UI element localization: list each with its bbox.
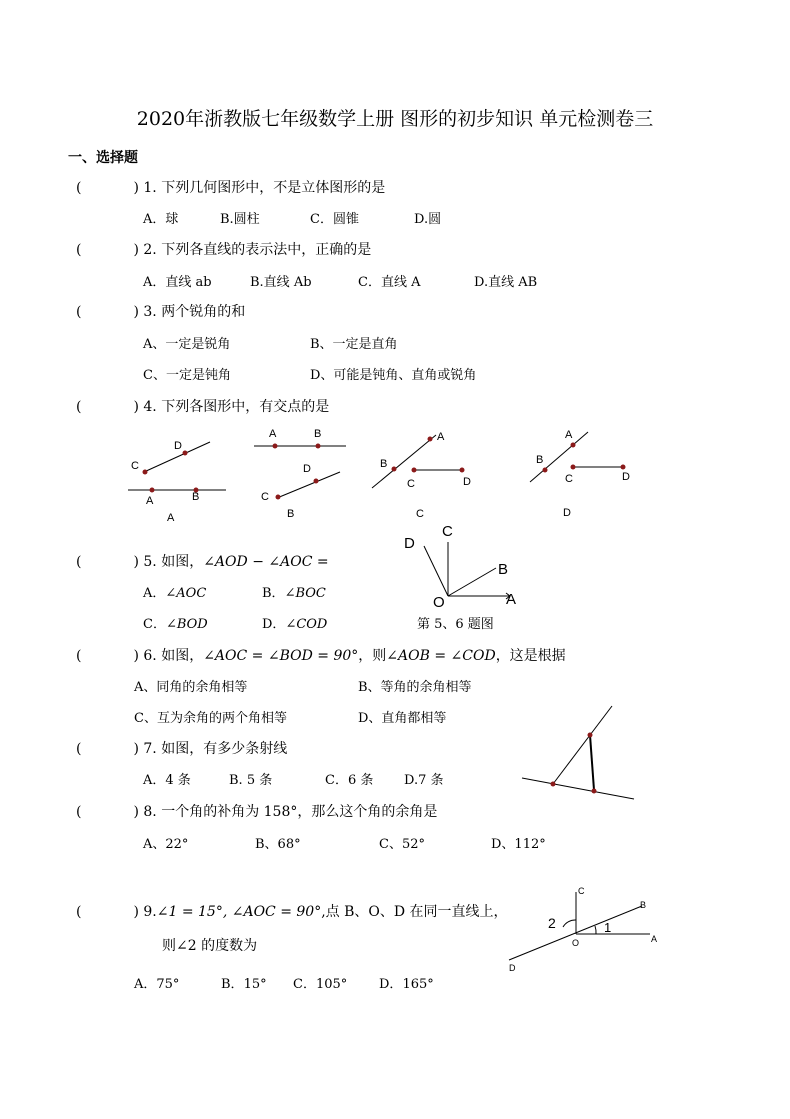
point xyxy=(551,782,556,787)
question-stem: 6. 如图， xyxy=(143,648,204,664)
section-heading: 一、选择题 xyxy=(68,150,138,166)
q4-figure-b xyxy=(254,428,346,520)
question-9: ( ) 9.∠1 = 15°, ∠AOC = 90°,点 B、O、D 在同一直线上， xyxy=(76,904,508,920)
q2-option-c: C．直线 A xyxy=(358,275,421,290)
question-stem: 4. 下列各图形中，有交点的是 xyxy=(143,399,330,415)
q1-option-c: C．圆锥 xyxy=(310,212,359,227)
q9-option-d: D．165° xyxy=(379,977,434,992)
q5-6-figure-caption: 第 5、6 题图 xyxy=(417,617,494,632)
q2-option-b: B.直线 Ab xyxy=(250,275,312,290)
question-4 xyxy=(76,396,329,416)
label-a: A xyxy=(651,934,658,944)
q7-option-a: A．4 条 xyxy=(143,773,191,788)
question-stem: 1. 下列几何图形中，不是立体图形的是 xyxy=(143,180,386,196)
answer-paren-close: ) xyxy=(133,399,139,415)
q4-figure-c xyxy=(372,431,471,520)
q3-option-b: B、一定是直角 xyxy=(310,337,398,352)
answer-paren-open: ( xyxy=(76,741,82,757)
point xyxy=(412,468,417,473)
q3-option-d: D、可能是钝角、直角或锐角 xyxy=(310,368,477,383)
q5-option-c: C．∠BOD xyxy=(143,617,208,632)
question-2 xyxy=(76,239,371,259)
q8-option-c: C、52° xyxy=(379,837,425,852)
answer-paren-open: ( xyxy=(76,399,82,415)
label-d: D xyxy=(303,463,311,475)
answer-paren-open: ( xyxy=(76,648,82,664)
angle-1-arc xyxy=(595,926,596,934)
label-d: D xyxy=(174,440,182,452)
point xyxy=(621,465,626,470)
label-o: O xyxy=(433,594,445,611)
label-a: A xyxy=(146,495,154,507)
answer-paren-close: ) xyxy=(133,304,139,320)
label-o: O xyxy=(572,938,580,948)
label-b: B xyxy=(314,428,322,440)
q7-option-d: D.7 条 xyxy=(404,773,444,788)
point xyxy=(392,467,397,472)
segment-inner xyxy=(590,735,594,790)
question-1 xyxy=(76,177,385,197)
q7-figure xyxy=(518,702,638,802)
answer-paren-open: ( xyxy=(76,242,82,258)
label-a: A xyxy=(506,591,517,608)
q9-figure xyxy=(502,884,670,976)
label-c: C xyxy=(578,886,585,896)
q8-option-a: A、22° xyxy=(143,837,189,852)
question-9-line-2: 则∠2 的度数为 xyxy=(162,938,258,954)
q7-option-b: B. 5 条 xyxy=(229,773,273,788)
label-a: A xyxy=(437,431,445,443)
figure-caption: C xyxy=(416,508,424,520)
point xyxy=(314,479,319,484)
q9-option-c: C．105° xyxy=(293,977,348,992)
question-7 xyxy=(76,738,287,758)
q6-option-b: B、等角的余角相等 xyxy=(358,680,472,695)
line-cd xyxy=(277,472,340,498)
point xyxy=(273,444,278,449)
q7-option-c: C．6 条 xyxy=(325,773,374,788)
question-8 xyxy=(76,801,437,821)
label-angle-2: 2 xyxy=(548,915,556,931)
q9-option-b: B．15° xyxy=(221,977,267,992)
point xyxy=(460,468,465,473)
label-c: C xyxy=(407,478,415,490)
label-c: C xyxy=(261,491,269,503)
label-a: A xyxy=(269,428,277,440)
answer-paren-close: ) xyxy=(133,242,139,258)
answer-paren-close: ) xyxy=(133,180,139,196)
figure-caption: D xyxy=(563,507,571,519)
point xyxy=(276,495,281,500)
q2-option-d: D.直线 AB xyxy=(474,275,538,290)
question-stem: 8. 一个角的补角为 158°，那么这个角的余角是 xyxy=(143,804,438,820)
label-c: C xyxy=(565,473,573,485)
question-3 xyxy=(76,301,245,321)
answer-paren-close: ) xyxy=(133,904,139,920)
page-title: 2020年浙教版七年级数学上册 图形的初步知识 单元检测卷三 xyxy=(136,108,654,130)
ray-ob xyxy=(448,568,496,596)
q2-option-a: A．直线 ab xyxy=(143,275,212,290)
q6-option-d: D、直角都相等 xyxy=(358,711,447,726)
q1-option-b: B.圆柱 xyxy=(220,212,260,227)
point xyxy=(143,470,148,475)
label-b: B xyxy=(380,458,388,470)
point xyxy=(592,789,597,794)
label-c: C xyxy=(442,523,453,540)
ray-up xyxy=(553,706,612,784)
angle-2-arc xyxy=(563,920,576,927)
answer-paren-open: ( xyxy=(76,904,82,920)
label-a: A xyxy=(565,429,573,441)
answer-paren-close: ) xyxy=(133,554,139,570)
q4-figure-d xyxy=(530,429,630,519)
question-6: ( ) 6. 如图，∠AOC = ∠BOD = 90°，则∠AOB = ∠COD，这是根据 xyxy=(76,648,566,664)
question-stem: 7. 如图，有多少条射线 xyxy=(143,741,288,757)
point xyxy=(571,443,576,448)
q9-option-a: A．75° xyxy=(134,977,180,992)
question-stem: 5. 如图， xyxy=(143,554,204,570)
q6-option-c: C、互为余角的两个角相等 xyxy=(134,711,287,726)
label-d: D xyxy=(404,535,415,552)
q1-option-a: A．球 xyxy=(143,212,179,227)
answer-paren-close: ) xyxy=(133,804,139,820)
q5-option-b: B．∠BOC xyxy=(262,586,326,601)
q5-option-d: D．∠COD xyxy=(262,617,328,632)
question-stem: 9. xyxy=(143,904,157,920)
point xyxy=(588,733,593,738)
label-d: D xyxy=(622,471,630,483)
label-b: B xyxy=(192,491,200,503)
point xyxy=(428,437,433,442)
label-c: C xyxy=(131,460,139,472)
question-math: ∠AOD − ∠AOC = xyxy=(203,554,329,570)
label-angle-1: 1 xyxy=(604,920,612,935)
q4-figure-a xyxy=(128,440,226,524)
q8-option-d: D、112° xyxy=(491,837,546,852)
question-5 xyxy=(76,551,329,571)
point xyxy=(150,488,155,493)
point xyxy=(316,444,321,449)
figure-caption: B xyxy=(287,508,295,520)
figure-caption: A xyxy=(167,512,175,524)
q6-option-a: A、同角的余角相等 xyxy=(134,680,248,695)
q3-option-a: A、一定是锐角 xyxy=(143,337,231,352)
label-d: D xyxy=(463,476,471,488)
q5-6-figure xyxy=(398,520,528,612)
q3-option-c: C、一定是钝角 xyxy=(143,368,231,383)
label-b: B xyxy=(640,900,647,910)
label-d: D xyxy=(509,963,516,973)
base-line xyxy=(522,778,634,799)
q4-figures xyxy=(118,418,658,528)
answer-paren-open: ( xyxy=(76,180,82,196)
point xyxy=(543,468,548,473)
question-stem: 3. 两个锐角的和 xyxy=(143,304,246,320)
answer-paren-close: ) xyxy=(133,741,139,757)
point xyxy=(571,465,576,470)
answer-paren-open: ( xyxy=(76,554,82,570)
q1-option-d: D.圆 xyxy=(414,212,442,227)
answer-paren-open: ( xyxy=(76,804,82,820)
label-b: B xyxy=(536,454,544,466)
point xyxy=(183,451,188,456)
ray-od xyxy=(424,546,448,596)
question-stem: 2. 下列各直线的表示法中，正确的是 xyxy=(143,242,372,258)
q5-option-a: A．∠AOC xyxy=(143,586,207,601)
q8-option-b: B、68° xyxy=(255,837,301,852)
label-b: B xyxy=(498,561,509,578)
answer-paren-close: ) xyxy=(133,648,139,664)
answer-paren-open: ( xyxy=(76,304,82,320)
